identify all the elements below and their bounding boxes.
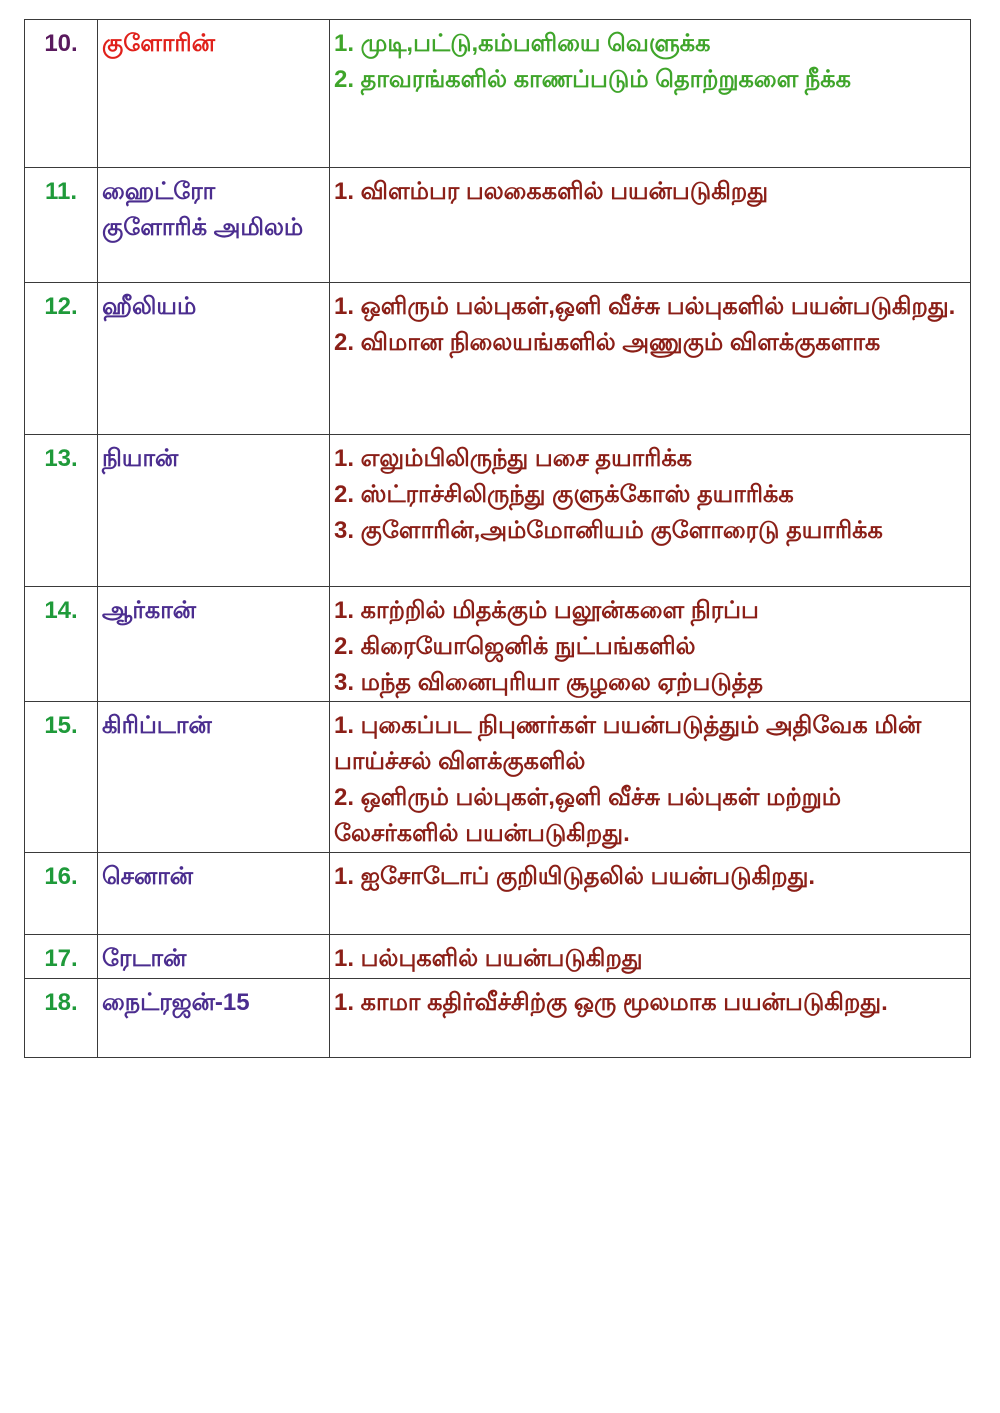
row-number: 14.	[44, 597, 78, 624]
use-item: 2. விமான நிலையங்களில் அணுகும் விளக்குகளாக	[334, 329, 881, 356]
element-name: கிரிப்டான்	[102, 712, 212, 739]
table-row	[25, 853, 971, 935]
use-item: 2. தாவரங்களில் காணப்படும் தொற்றுகளை நீக்க	[334, 66, 851, 93]
element-name: நைட்ரஜன்-15	[102, 989, 250, 1016]
element-uses-cell	[330, 20, 971, 168]
table-row	[25, 979, 971, 1058]
element-name: ஹைட்ரோ குளோரிக் அமிலம்	[102, 178, 304, 241]
element-name: ஆர்கான்	[102, 597, 197, 624]
table-body	[25, 20, 971, 1058]
table-row	[25, 702, 971, 853]
use-item: 1. பல்புகளில் பயன்படுகிறது	[334, 945, 643, 972]
row-number-cell	[25, 283, 98, 435]
element-name-cell	[98, 168, 330, 283]
row-number-cell	[25, 702, 98, 853]
use-item: 1. விளம்பர பலகைகளில் பயன்படுகிறது	[334, 178, 769, 205]
table-row	[25, 435, 971, 587]
use-item: 2. கிரையோஜெனிக் நுட்பங்களில்	[334, 633, 696, 660]
element-uses-cell	[330, 435, 971, 587]
element-name-cell	[98, 283, 330, 435]
table-row	[25, 20, 971, 168]
row-number-cell	[25, 853, 98, 935]
element-name-cell	[98, 935, 330, 979]
element-uses-cell	[330, 168, 971, 283]
row-number: 13.	[44, 445, 78, 472]
use-item: 3. குளோரின்,அம்மோனியம் குளோரைடு தயாரிக்க	[334, 517, 883, 544]
row-number: 16.	[44, 863, 78, 890]
element-uses-cell	[330, 853, 971, 935]
element-uses-cell	[330, 935, 971, 979]
element-name-cell	[98, 702, 330, 853]
row-number-cell	[25, 935, 98, 979]
element-name: நியான்	[102, 445, 179, 472]
table-row	[25, 168, 971, 283]
element-name: ரேடான்	[102, 945, 187, 972]
row-number: 10.	[44, 30, 78, 57]
table-row	[25, 935, 971, 979]
row-number: 18.	[44, 989, 78, 1016]
element-uses-table	[24, 19, 971, 1058]
element-name-cell	[98, 435, 330, 587]
element-name-cell	[98, 587, 330, 702]
element-uses-cell	[330, 979, 971, 1058]
use-item: 1. எலும்பிலிருந்து பசை தயாரிக்க	[334, 445, 693, 472]
use-item: 2. ஸ்ட்ராச்சிலிருந்து குளுக்கோஸ் தயாரிக்க	[334, 481, 794, 508]
row-number-cell	[25, 435, 98, 587]
element-name: ஹீலியம்	[102, 293, 197, 320]
element-uses-cell	[330, 587, 971, 702]
row-number-cell	[25, 168, 98, 283]
use-item: 1. முடி,பட்டு,கம்பளியை வெளுக்க	[334, 30, 711, 57]
element-name-cell	[98, 979, 330, 1058]
element-name: குளோரின்	[102, 30, 215, 57]
use-item: 1. காற்றில் மிதக்கும் பலூன்களை நிரப்ப	[334, 597, 759, 624]
use-item: 1. புகைப்பட நிபுணர்கள் பயன்படுத்தும் அதிவேக மின் பாய்ச்சல் விளக்குகளில்	[334, 712, 922, 775]
use-item: 2. ஒளிரும் பல்புகள்,ஒளி வீச்சு பல்புகள் மற்றும் லேசர்களில் பயன்படுகிறது.	[334, 784, 842, 847]
element-name-cell	[98, 853, 330, 935]
row-number: 11.	[44, 178, 78, 205]
row-number: 17.	[44, 945, 78, 972]
use-item: 1. ஒளிரும் பல்புகள்,ஒளி வீச்சு பல்புகளில் பயன்படுகிறது.	[334, 293, 956, 320]
use-item: 3. மந்த வினைபுரியா சூழலை ஏற்படுத்த	[334, 669, 764, 696]
row-number: 12.	[44, 293, 78, 320]
table-row	[25, 283, 971, 435]
use-item: 1. ஐசோடோப் குறியிடுதலில் பயன்படுகிறது.	[334, 863, 816, 890]
use-item: 1. காமா கதிர்வீச்சிற்கு ஒரு மூலமாக பயன்படுகிறது.	[334, 989, 888, 1016]
row-number-cell	[25, 20, 98, 168]
table-row	[25, 587, 971, 702]
element-uses-cell	[330, 702, 971, 853]
element-name-cell	[98, 20, 330, 168]
row-number-cell	[25, 587, 98, 702]
row-number-cell	[25, 979, 98, 1058]
row-number: 15.	[44, 712, 78, 739]
element-uses-cell	[330, 283, 971, 435]
element-name: செனான்	[102, 863, 194, 890]
